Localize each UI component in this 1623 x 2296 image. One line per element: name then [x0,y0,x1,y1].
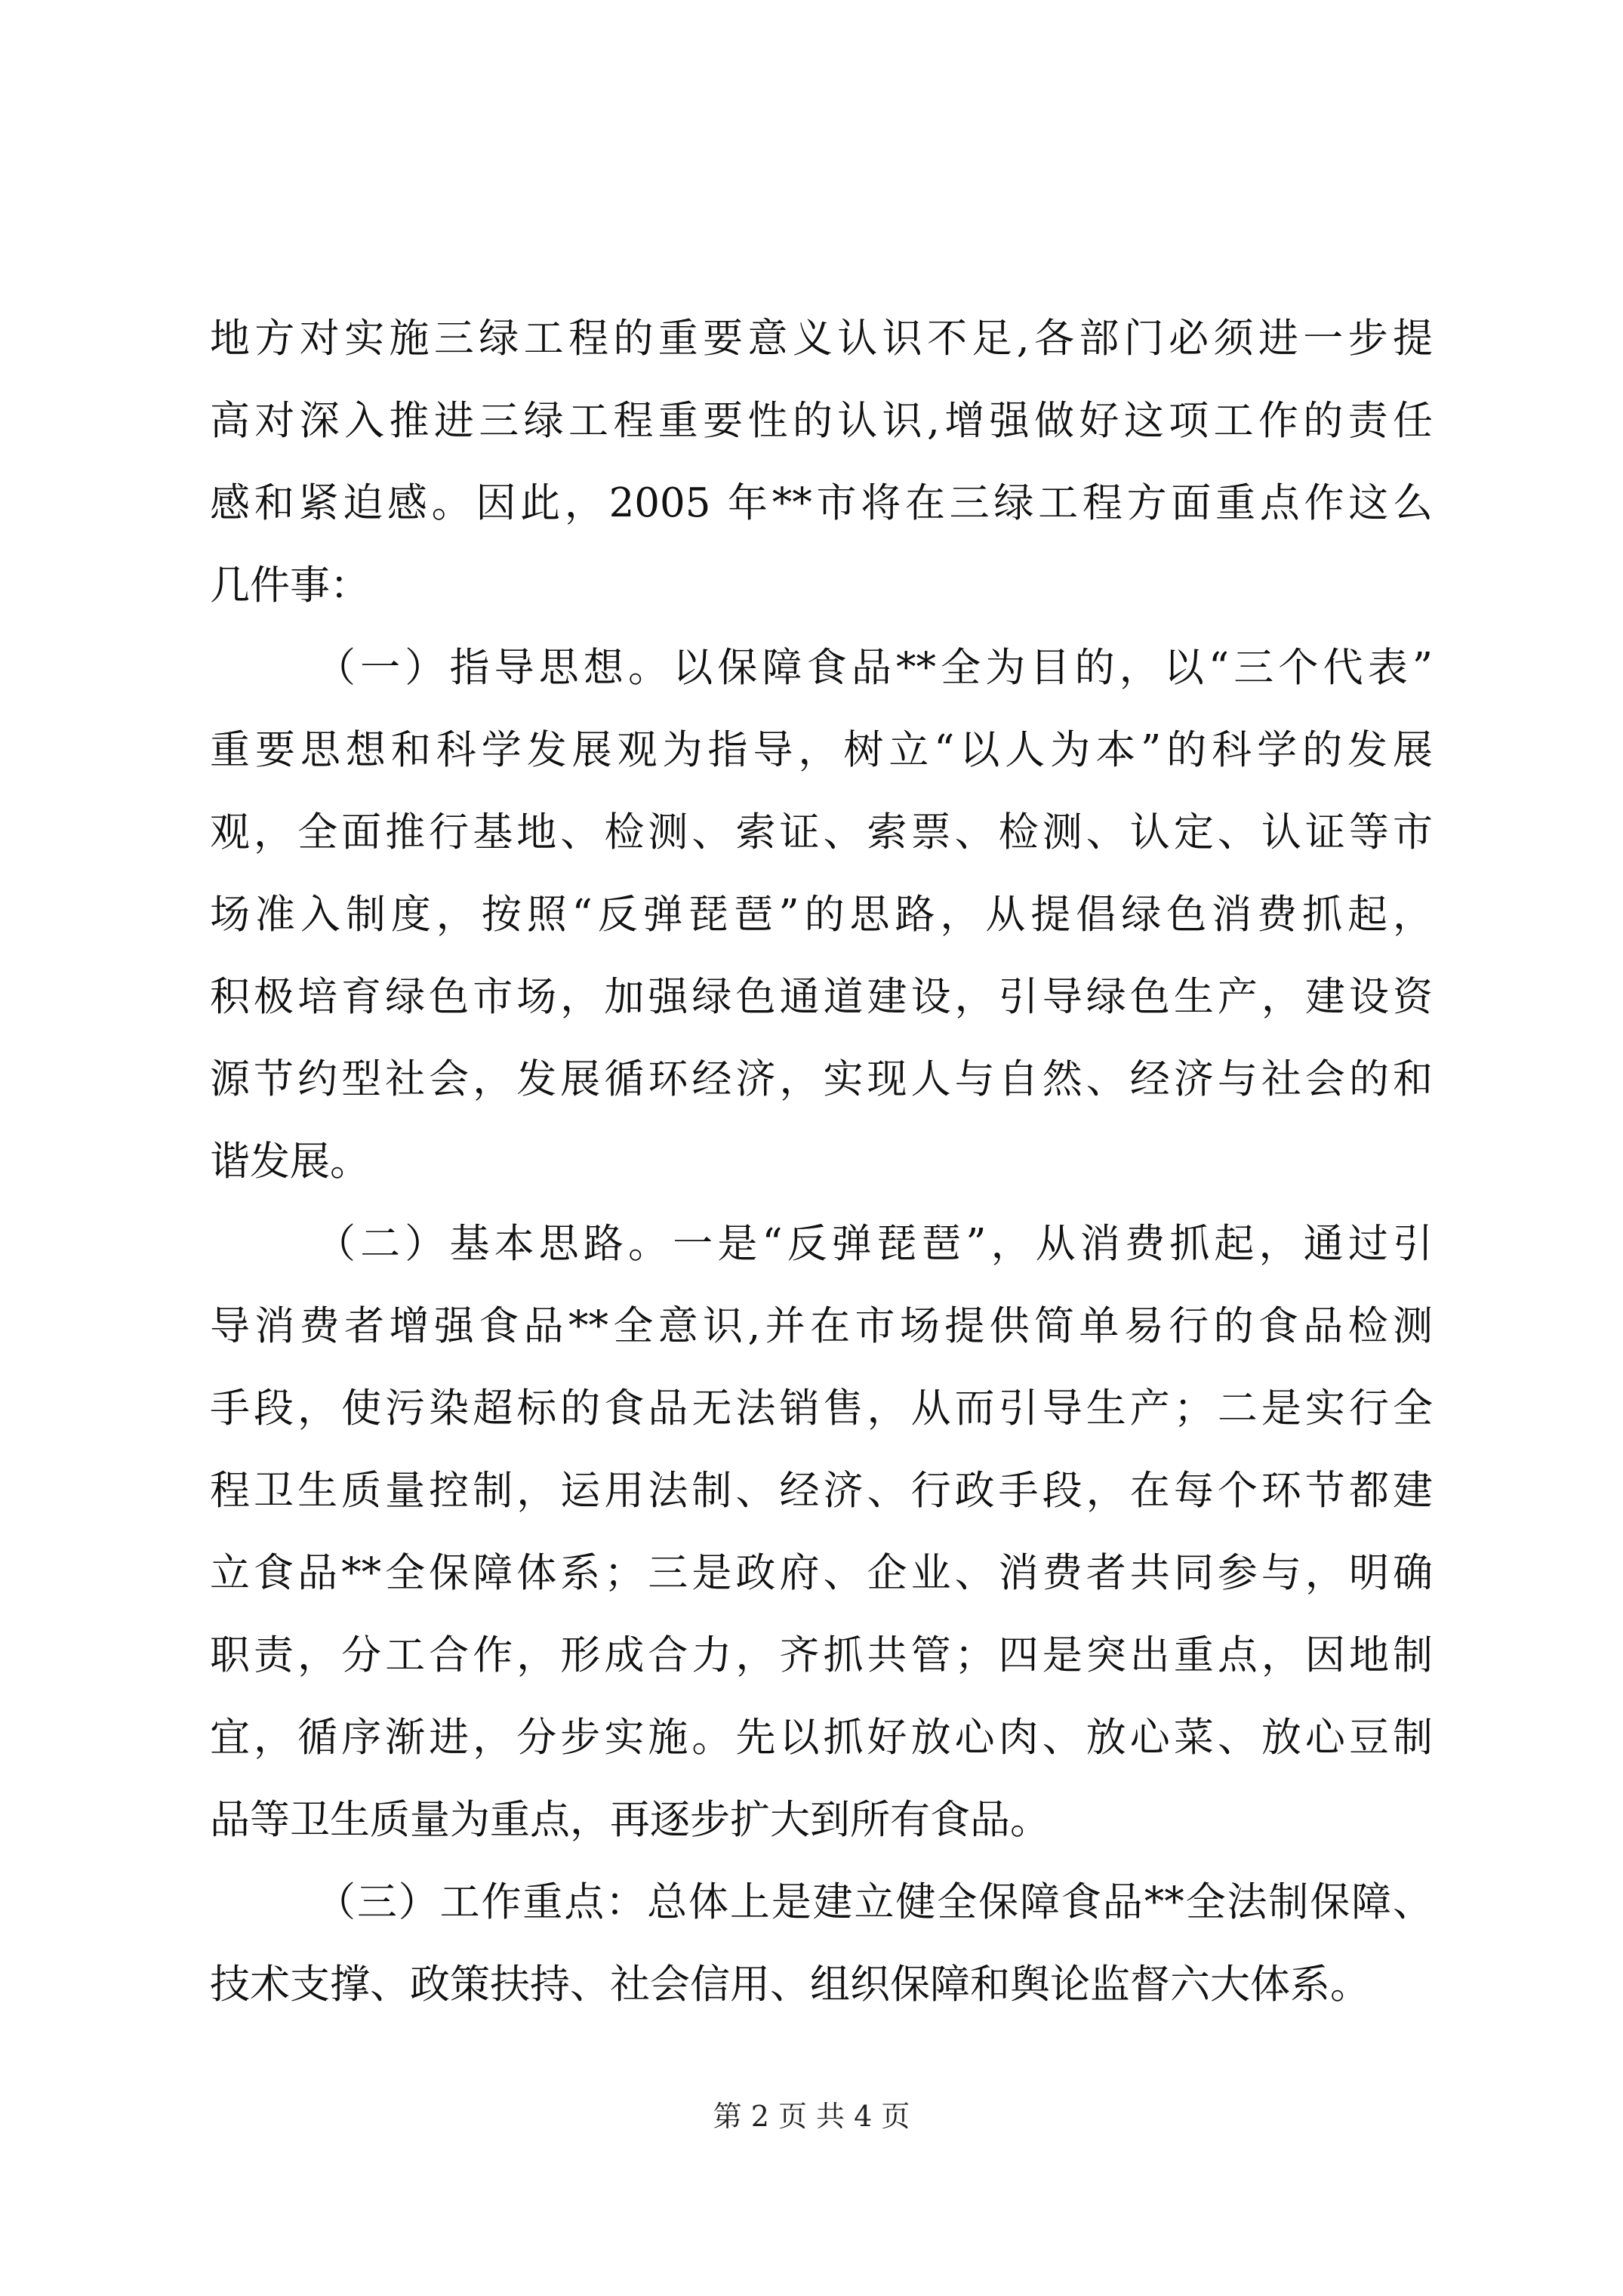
text-line: 品等卫生质量为重点，再逐步扩大到所有食品。 [210,1797,1050,1843]
paragraph [210,297,1433,627]
text-line: 手段，使污染超标的食品无法销售，从而引导生产；二是实行全 [210,1385,1433,1432]
text-line: 几件事： [210,562,370,609]
page-number-footer: 第 2 页 共 4 页 [713,2100,910,2133]
text-line: （三）工作重点：总体上是建立健全保障食品**全法制保障、 [316,1879,1433,1925]
text-line: 立食品**全保障体系；三是政府、企业、消费者共同参与，明确 [210,1550,1433,1596]
document-body [210,297,1433,2026]
paragraph [210,1203,1433,1861]
text-line: 场准入制度，按照“反弹琵琶”的思路，从提倡绿色消费抓起， [210,892,1433,938]
text-line: 重要思想和科学发展观为指导，树立“以人为本”的科学的发展 [210,727,1433,773]
text-line: 地方对实施三绿工程的重要意义认识不足,各部门必须进一步提 [210,316,1433,362]
paragraph [210,627,1433,1203]
text-line: 技术支撑、政策扶持、社会信用、组织保障和舆论监督六大体系。 [210,1962,1370,2008]
text-line: 观，全面推行基地、检测、索证、索票、检测、认定、认证等市 [210,809,1433,855]
text-line: 谐发展。 [210,1139,370,1185]
text-line: （二）基本思路。一是“反弹琵琶”，从消费抓起，通过引 [316,1221,1433,1267]
text-line: 感和紧迫感。因此，2005 年**市将在三绿工程方面重点作这么 [210,480,1433,526]
paragraph [210,1861,1433,2026]
text-line: 源节约型社会，发展循环经济，实现人与自然、经济与社会的和 [210,1056,1433,1102]
text-line: 积极培育绿色市场，加强绿色通道建设，引导绿色生产，建设资 [210,974,1433,1020]
text-line: （一）指导思想。以保障食品**全为目的，以“三个代表” [316,645,1433,691]
text-line: 导消费者增强食品**全意识,并在市场提供简单易行的食品检测 [210,1303,1433,1349]
text-line: 宜，循序渐进，分步实施。先以抓好放心肉、放心菜、放心豆制 [210,1715,1433,1761]
text-line: 程卫生质量控制，运用法制、经济、行政手段，在每个环节都建 [210,1468,1433,1514]
text-line: 职责，分工合作，形成合力，齐抓共管；四是突出重点，因地制 [210,1632,1433,1678]
text-line: 高对深入推进三绿工程重要性的认识,增强做好这项工作的责任 [210,398,1433,444]
